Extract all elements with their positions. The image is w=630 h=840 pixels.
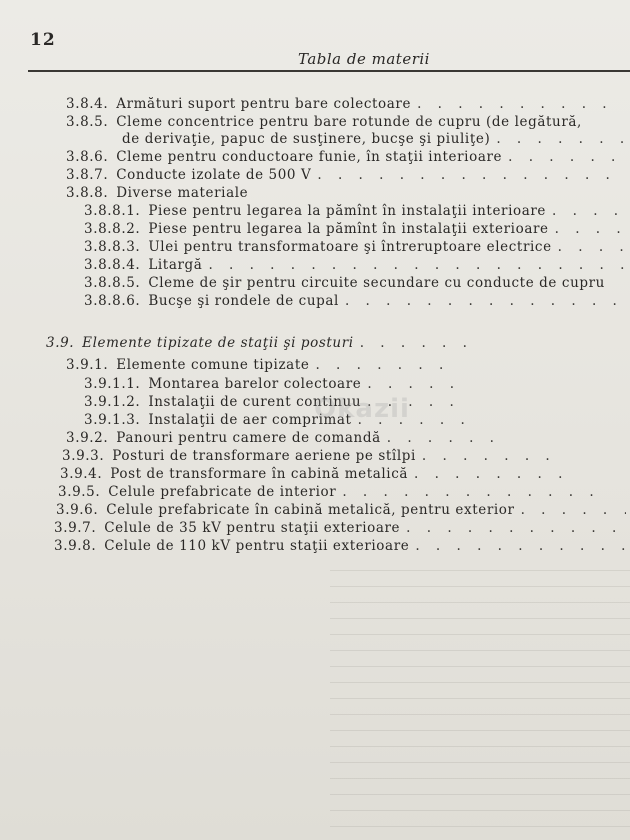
entry-number: 3.8.8.5. [84, 275, 141, 291]
entry-title: Montarea barelor colectoare [148, 376, 362, 392]
entry-number: 3.8.4. [66, 96, 109, 112]
toc-entry [84, 221, 624, 237]
entry-number: 3.8.8.3. [84, 239, 141, 255]
entry-title: Cleme pentru conductoare funie, în staţii interioare [116, 149, 503, 165]
dot-leader [415, 538, 626, 554]
dot-leader [406, 520, 624, 536]
entry-number: 3.9.1.3. [84, 412, 141, 428]
dot-leader [345, 293, 624, 309]
dot-leader [342, 484, 598, 500]
entry-title: Bucşe şi rondele de cupal [148, 293, 339, 309]
dot-leader [414, 466, 576, 482]
entry-number: 3.9.1.2. [84, 394, 141, 410]
toc-entry [54, 520, 624, 536]
dot-leader [555, 221, 624, 237]
entry-title: Instalaţii de aer comprimat [148, 412, 352, 428]
toc-entry [66, 430, 506, 446]
dot-leader [367, 376, 456, 392]
dot-leader [552, 203, 624, 219]
dot-leader [558, 239, 624, 255]
entry-number: 3.9.8. [54, 538, 97, 554]
entry-number: 3.9.7. [54, 520, 97, 536]
entry-title: Celule de 110 kV pentru staţii exterioare [104, 538, 410, 554]
toc-section-entry [46, 335, 466, 351]
entry-number: 3.8.8.6. [84, 293, 141, 309]
entry-number: 3.8.8. [66, 185, 109, 201]
toc-entry [84, 412, 474, 428]
entry-number: 3.8.8.2. [84, 221, 141, 237]
page-number: 12 [30, 30, 56, 50]
entry-number: 3.9.4. [60, 466, 103, 482]
entry-number: 3.9.1.1. [84, 376, 141, 392]
toc-entry [84, 203, 624, 219]
entry-title: Celule de 35 kV pentru staţii exterioare [104, 520, 401, 536]
entry-title: Armături suport pentru bare colectoare [116, 96, 412, 112]
entry-title: Panouri pentru camere de comandă [116, 430, 381, 446]
entry-title-continuation: de derivaţie, papuc de susţinere, bucşe şi piuliţe) [122, 131, 491, 147]
toc-entry [84, 275, 630, 291]
entry-title: Celule prefabricate în cabină metalică, pentru exterior [106, 502, 515, 518]
toc-entry [58, 484, 598, 500]
entry-number: 3.9.1. [66, 357, 109, 373]
toc-entry [56, 502, 626, 518]
entry-title: Litargă [148, 257, 203, 273]
entry-title: Elemente comune tipizate [116, 357, 310, 373]
running-title: Tabla de materii [298, 50, 430, 68]
toc-entry [66, 185, 306, 201]
entry-number: 3.8.8.1. [84, 203, 141, 219]
entry-number: 3.8.6. [66, 149, 109, 165]
dot-leader [508, 149, 624, 165]
entry-title: Cleme concentrice pentru bare rotunde de cupru (de legătură, [116, 114, 582, 130]
entry-title: Ulei pentru transformatoare şi întreruptoare electrice [148, 239, 552, 255]
dot-leader [422, 448, 556, 464]
dot-leader [417, 96, 624, 112]
toc-entry [84, 257, 624, 273]
entry-title: Conducte izolate de 500 V [116, 167, 312, 183]
toc-entry [54, 538, 626, 554]
entry-number: 3.8.8.4. [84, 257, 141, 273]
watermark-logo: Okazii [314, 394, 410, 424]
toc-entry [60, 466, 576, 482]
entry-title: Elemente tipizate de staţii şi posturi [82, 335, 354, 351]
entry-title: Cleme de şir pentru circuite secundare cu conducte de cupru [148, 275, 605, 291]
dot-leader [496, 131, 624, 147]
toc-entry [62, 448, 556, 464]
dot-leader [208, 257, 624, 273]
toc-entry [84, 293, 624, 309]
dot-leader [360, 335, 466, 351]
entry-number: 3.9.2. [66, 430, 109, 446]
entry-number: 3.9.5. [58, 484, 101, 500]
entry-number: 3.9.6. [56, 502, 99, 518]
entry-title: Diverse materiale [116, 185, 249, 201]
entry-number: 3.8.5. [66, 114, 109, 130]
dot-leader [315, 357, 456, 373]
toc-entry [84, 376, 456, 392]
toc-entry [66, 357, 456, 373]
entry-title: Piese pentru legarea la pămînt în instalaţii interioare [148, 203, 547, 219]
entry-number: 3.8.7. [66, 167, 109, 183]
entry-title: Celule prefabricate de interior [108, 484, 337, 500]
show-through-text [330, 560, 630, 840]
dot-leader [387, 430, 506, 446]
entry-title: Piese pentru legarea la pămînt în instalaţii exterioare [148, 221, 549, 237]
entry-title: Posturi de transformare aeriene pe stîlpi [112, 448, 416, 464]
toc-entry [66, 96, 624, 112]
toc-entry [66, 114, 630, 130]
toc-entry-continuation [122, 131, 624, 147]
dot-leader [317, 167, 624, 183]
toc-entry [66, 167, 624, 183]
dot-leader [521, 502, 626, 518]
entry-number: 3.9.3. [62, 448, 105, 464]
entry-title: Post de transformare în cabină metalică [110, 466, 409, 482]
entry-title: Instalaţii de curent continuu [148, 394, 362, 410]
entry-number: 3.9. [46, 335, 75, 351]
toc-entry [66, 149, 624, 165]
toc-entry [84, 239, 624, 255]
